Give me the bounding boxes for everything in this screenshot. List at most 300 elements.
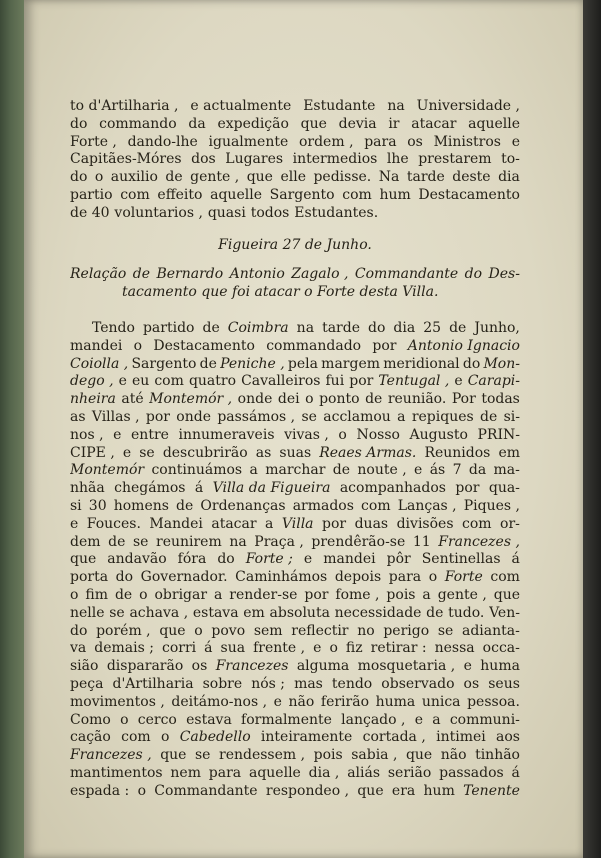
text-line: [70, 551, 520, 569]
word: PRIN-: [477, 426, 520, 443]
text-line: [70, 569, 520, 587]
word: todos: [250, 204, 290, 221]
word: do: [70, 115, 88, 132]
word: aquelle: [210, 186, 262, 203]
text-line: [70, 462, 520, 480]
word: a: [265, 515, 274, 532]
word: de: [426, 604, 444, 621]
word: devia: [338, 115, 377, 132]
report-title-continuation: tacamento que foi atacar o Forte desta Villa.: [122, 284, 439, 301]
page-edge-shadow: [583, 0, 601, 858]
word: por: [322, 515, 347, 532]
word: o: [329, 640, 338, 657]
word: tarde: [406, 169, 445, 186]
word: seus: [488, 675, 520, 692]
word: cortada ,: [362, 729, 426, 746]
word: descubrirão: [162, 444, 248, 461]
word: e: [70, 515, 79, 532]
word: e: [118, 373, 127, 390]
text-line: [70, 516, 520, 534]
report-title-line-1: [70, 266, 520, 284]
word: com: [154, 373, 184, 390]
word: gente ,: [190, 169, 240, 186]
word: margem: [321, 355, 381, 372]
word: Forte ,: [70, 133, 117, 150]
word: elle: [280, 169, 306, 186]
text-line: [70, 534, 520, 552]
text-line: [70, 151, 520, 169]
page-text: [70, 98, 520, 800]
opening-paragraph: [70, 98, 520, 223]
word: qua-: [488, 480, 520, 497]
word: os: [191, 658, 208, 675]
word: os: [463, 675, 480, 692]
word: a: [432, 711, 441, 728]
word: cerco: [137, 711, 177, 728]
word: mantimentos: [70, 764, 163, 781]
word: obrigar: [154, 586, 208, 603]
word: Reaes Armas.: [319, 444, 417, 461]
word: á: [511, 551, 520, 568]
word: auxilio: [110, 169, 158, 186]
word: nhãa: [70, 480, 105, 497]
word: de: [449, 319, 467, 336]
word: a: [249, 462, 258, 479]
word: estava: [186, 711, 232, 728]
word: acompanhados: [339, 480, 446, 497]
word: que: [357, 782, 384, 799]
word: formalmente: [241, 711, 332, 728]
text-line: [70, 373, 520, 391]
word: Francezes ,: [70, 747, 152, 764]
word: se: [194, 747, 211, 764]
word: entre: [131, 426, 169, 443]
word: meridional: [383, 355, 460, 372]
word: CIPE ,: [70, 444, 115, 461]
word: 7: [452, 462, 462, 479]
word: por: [372, 337, 397, 354]
word: intermedios: [292, 151, 378, 168]
word: repiques: [411, 408, 474, 425]
word: Cavalleiros: [241, 373, 321, 390]
word: corri: [162, 640, 197, 657]
word: na: [296, 319, 315, 336]
word: dia ,: [308, 764, 340, 781]
word: do: [70, 169, 88, 186]
word: á: [194, 480, 204, 497]
word: o: [160, 729, 170, 746]
word: andavão: [107, 551, 167, 568]
word: se: [301, 408, 317, 425]
word: Cabedello: [179, 729, 251, 746]
text-line: [70, 623, 520, 641]
word: tudo.: [448, 604, 485, 621]
word: Universidade ,: [416, 98, 520, 114]
word: chegámos: [114, 480, 186, 497]
word: aquelle: [468, 115, 520, 132]
word: e: [122, 444, 132, 461]
word: mas: [294, 675, 323, 692]
word: de: [332, 462, 351, 479]
word: o: [139, 586, 148, 603]
word: o: [70, 586, 79, 603]
word: continuámos: [151, 462, 243, 479]
text-line: [70, 205, 520, 223]
word: ma-: [493, 462, 520, 479]
word: noute ,: [357, 462, 407, 479]
word: do: [115, 569, 134, 586]
word: aquelle: [248, 764, 301, 781]
word: fui: [325, 373, 345, 390]
word: 11: [412, 533, 431, 550]
word: Augusto: [409, 426, 468, 443]
word: Commandante: [354, 266, 459, 283]
word: marchar: [265, 462, 326, 479]
report-title-line-2: [70, 284, 520, 302]
word: nelle: [70, 604, 105, 621]
word: Montemór: [70, 462, 145, 479]
word: Carapi-: [467, 373, 520, 390]
word: de: [202, 319, 220, 336]
word: que: [159, 622, 186, 639]
word: sua: [220, 640, 246, 657]
word: de 40: [70, 204, 110, 221]
text-line: [70, 587, 520, 605]
word: hum: [423, 782, 455, 799]
word: de: [176, 497, 194, 514]
word: dei: [277, 391, 300, 408]
word: reflectir: [291, 622, 349, 639]
word: de: [365, 391, 383, 408]
word: todas: [481, 391, 520, 408]
word: de: [132, 266, 150, 283]
word: Villa: [281, 515, 314, 532]
word: si-: [503, 408, 520, 425]
word: Lanças ,: [397, 497, 457, 514]
text-line: [70, 169, 520, 187]
word: com: [462, 515, 492, 532]
word: o: [137, 782, 146, 799]
word: aliás: [347, 764, 381, 781]
text-line: [70, 98, 520, 116]
word: com: [490, 569, 520, 586]
word: Ministros: [433, 133, 501, 150]
word: á: [204, 640, 213, 657]
word: Reunidos: [424, 444, 491, 461]
word: Ven-: [489, 604, 520, 621]
word: Ordenanças: [200, 497, 286, 514]
word: Coimbra: [227, 319, 289, 336]
word: o: [428, 569, 438, 586]
word: frente ,: [253, 640, 306, 657]
word: que: [300, 115, 327, 132]
word: huma: [375, 693, 416, 710]
word: d'Artilharia: [112, 675, 194, 692]
word: que: [246, 169, 273, 186]
word: mosquetaria ,: [357, 658, 456, 675]
word: Commandante: [154, 782, 258, 799]
word: Mandei: [149, 515, 203, 532]
word: para: [208, 764, 242, 781]
text-line: [70, 427, 520, 445]
word: Nosso: [356, 426, 400, 443]
word: dos: [191, 151, 216, 168]
word: Montemór ,: [149, 391, 233, 408]
text-line: [70, 498, 520, 516]
word: e actualmente: [190, 98, 292, 114]
word: tarde: [322, 319, 360, 336]
word: necessidade: [334, 604, 422, 621]
word: Junho,: [474, 319, 520, 336]
word: o: [338, 426, 347, 443]
word: ir: [388, 115, 400, 132]
word: Governador.: [140, 569, 228, 586]
word: lançado ,: [341, 711, 406, 728]
word: dispararão: [106, 658, 184, 675]
word: em: [498, 444, 520, 461]
word: a: [214, 586, 223, 603]
word: pois: [313, 747, 343, 764]
text-line: [70, 712, 520, 730]
word: com: [361, 497, 391, 514]
word: Des-: [488, 266, 520, 283]
word: nheira: [70, 391, 116, 408]
word: Fouces.: [86, 515, 141, 532]
word: serião: [387, 764, 432, 781]
word: com: [120, 186, 150, 203]
word: dia: [393, 319, 416, 336]
word: o: [94, 169, 104, 186]
word: não: [440, 747, 467, 764]
word: estava: [192, 604, 239, 621]
text-line: [70, 694, 520, 712]
word: dem: [70, 533, 101, 550]
word: nem: [170, 764, 201, 781]
word: quatro: [188, 373, 237, 390]
word: e: [454, 373, 463, 390]
word: ás: [429, 462, 446, 479]
word: se: [132, 533, 149, 550]
word: sem: [253, 622, 283, 639]
word: nos ,: [70, 426, 104, 443]
word: era: [391, 782, 416, 799]
word: absoluta: [269, 604, 330, 621]
word: gente ,: [437, 586, 487, 603]
text-line: [70, 729, 520, 747]
word: si: [70, 497, 82, 514]
text-line: [70, 480, 520, 498]
report-body: [70, 320, 520, 801]
word: Antonio: [229, 266, 285, 283]
word: de: [480, 408, 498, 425]
word: povo: [211, 622, 246, 639]
word: Capitães-Móres: [70, 151, 182, 168]
word: da: [188, 115, 206, 132]
word: unica: [421, 693, 461, 710]
word: Caminhámos: [235, 569, 328, 586]
word: aos: [496, 729, 520, 746]
word: vivas ,: [284, 426, 329, 443]
word: que: [493, 586, 520, 603]
word: inteiramente: [260, 729, 353, 746]
word: tinhão: [475, 747, 520, 764]
word: respondeo ,: [265, 782, 350, 799]
text-line: [70, 187, 520, 205]
word: 25: [423, 319, 442, 336]
word: Na: [378, 169, 400, 186]
word: com: [121, 729, 151, 746]
word: to-: [501, 151, 520, 168]
word: e: [113, 426, 122, 443]
word: to d'Artilharia ,: [70, 98, 179, 114]
word: Destacamento: [153, 337, 255, 354]
word: Francezes ,: [438, 533, 520, 550]
word: Villa da Figueira: [212, 480, 331, 497]
word: e: [414, 711, 424, 728]
word: á: [511, 764, 520, 781]
word: do: [217, 551, 235, 568]
text-line: [70, 356, 520, 374]
word: or-: [500, 515, 520, 532]
word: a: [397, 408, 406, 425]
word: do: [70, 622, 88, 639]
word: ordem ,: [298, 133, 354, 150]
word: Forte ;: [245, 551, 293, 568]
word: ferirão: [320, 693, 369, 710]
word: homens: [113, 497, 169, 514]
word: occa-: [482, 640, 520, 657]
word: Piques ,: [463, 497, 520, 514]
word: Coiolla ,: [70, 355, 129, 372]
word: Francezes: [215, 658, 289, 675]
word: alguma: [296, 658, 350, 675]
word: communi-: [449, 711, 520, 728]
word: pela: [287, 355, 318, 372]
word: que: [405, 747, 433, 764]
word: nessa: [434, 640, 475, 657]
word: partio: [70, 186, 113, 203]
word: pessoa.: [467, 693, 520, 710]
word: em: [243, 604, 265, 621]
word: e: [414, 462, 423, 479]
word: nós ;: [251, 675, 286, 692]
word: sabia ,: [351, 747, 398, 764]
word: igualmente: [208, 133, 289, 150]
word: da: [468, 462, 487, 479]
word: 30: [88, 497, 107, 514]
word: do: [462, 355, 481, 372]
word: sião: [70, 658, 99, 675]
word: dego ,: [70, 373, 114, 390]
word: que: [160, 747, 187, 764]
word: Peniche ,: [220, 355, 285, 372]
word: fóra: [177, 551, 207, 568]
word: demais ;: [94, 640, 154, 657]
word: observado: [381, 675, 455, 692]
word: reunirem: [156, 533, 222, 550]
word: as: [70, 408, 86, 425]
word: rendessem ,: [219, 747, 306, 764]
word: e: [313, 640, 322, 657]
word: na: [229, 533, 247, 550]
word: Antonio Ignacio: [407, 337, 520, 354]
text-line: [70, 134, 520, 152]
word: hum: [379, 186, 411, 203]
word: commando: [99, 115, 177, 132]
book-spine: [0, 0, 24, 858]
word: eu: [131, 373, 150, 390]
text-line: [70, 116, 520, 134]
text-line: [70, 783, 520, 801]
word: do: [368, 319, 386, 336]
word: e: [273, 693, 282, 710]
word: Sargento: [131, 355, 197, 372]
word: Mon-: [483, 355, 520, 372]
word: deste: [452, 169, 491, 186]
word: innumeraveis: [178, 426, 275, 443]
word: por: [145, 408, 170, 425]
word: o: [120, 711, 129, 728]
word: effeito: [157, 186, 203, 203]
word: onde: [176, 408, 211, 425]
word: perigo: [383, 622, 430, 639]
word: para: [388, 569, 422, 586]
word: Forte: [444, 569, 483, 586]
word: acclamou: [323, 408, 391, 425]
word: depois: [334, 569, 382, 586]
word: Relação: [70, 266, 127, 283]
word: fiz: [345, 640, 363, 657]
word: o: [133, 337, 143, 354]
word: prendêrão-se: [311, 533, 406, 550]
word: se: [109, 604, 125, 621]
word: achava ,: [129, 604, 189, 621]
word: duas: [354, 515, 389, 532]
word: prestarem: [418, 151, 492, 168]
word: intimei: [436, 729, 486, 746]
word: movimentos ,: [70, 693, 165, 710]
word: de: [165, 169, 183, 186]
word: e: [511, 133, 520, 150]
word: por: [349, 373, 374, 390]
word: Destacamento: [418, 186, 520, 203]
word: Zagalo ,: [291, 266, 349, 283]
word: mandei: [70, 337, 123, 354]
word: pedisse.: [313, 169, 372, 186]
word: sobre: [202, 675, 243, 692]
word: Lugares: [225, 151, 284, 168]
word: quasi: [207, 204, 246, 221]
word: na: [387, 98, 405, 114]
word: partido: [142, 319, 195, 336]
word: Tendo: [92, 319, 135, 336]
word: pois: [386, 586, 416, 603]
word: até: [121, 391, 144, 408]
word: va: [70, 640, 87, 657]
dateline-heading: Figueira 27 de Junho.: [218, 236, 372, 253]
word: suas: [279, 444, 312, 461]
word: Villas ,: [91, 408, 140, 425]
text-line: [70, 320, 520, 338]
word: porém ,: [96, 622, 151, 639]
text-line: [70, 391, 520, 409]
word: divisões: [396, 515, 454, 532]
text-line: [70, 605, 520, 623]
word: reunião.: [387, 391, 447, 408]
text-line: [70, 409, 520, 427]
word: Estudantes.: [294, 204, 379, 221]
word: atacar: [211, 515, 257, 532]
